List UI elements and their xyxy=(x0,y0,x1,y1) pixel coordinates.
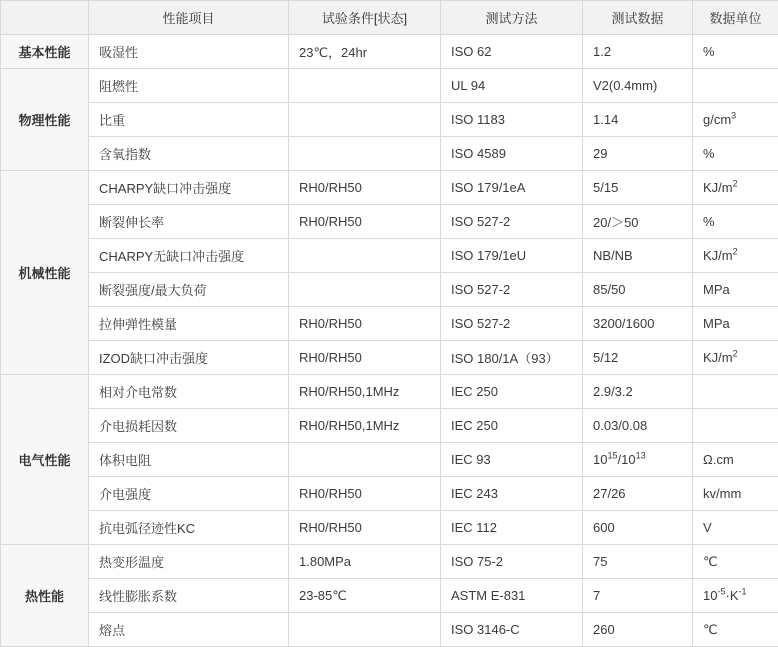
table-row xyxy=(1,137,778,171)
test-method: ISO 179/1eA xyxy=(441,171,583,205)
table-row xyxy=(1,409,778,443)
value-unit: ℃ xyxy=(693,613,778,647)
property-item: 比重 xyxy=(89,103,289,137)
property-item: 断裂伸长率 xyxy=(89,205,289,239)
test-method: ISO 527-2 xyxy=(441,205,583,239)
value-unit: V xyxy=(693,511,778,545)
table-row xyxy=(1,103,778,137)
test-value: 75 xyxy=(583,545,693,579)
test-value: NB/NB xyxy=(583,239,693,273)
value-unit: $KJ/m^2$ xyxy=(693,341,778,375)
table-row xyxy=(1,545,778,579)
property-item: 体积电阻 xyxy=(89,443,289,477)
table-row xyxy=(1,273,778,307)
test-method: UL 94 xyxy=(441,69,583,103)
test-value: 3200/1600 xyxy=(583,307,693,341)
property-item: 拉伸弹性模量 xyxy=(89,307,289,341)
property-item: 吸湿性 xyxy=(89,35,289,69)
test-value: V2(0.4mm) xyxy=(583,69,693,103)
test-condition: RH0/RH50 xyxy=(289,205,441,239)
test-value: 1.14 xyxy=(583,103,693,137)
table-row xyxy=(1,171,778,205)
value-unit: $KJ/m^2$ xyxy=(693,171,778,205)
header-item: 性能项目 xyxy=(89,1,289,35)
test-value: 2.9/3.2 xyxy=(583,375,693,409)
test-method: ISO 180/1A（93） xyxy=(441,341,583,375)
test-method: IEC 250 xyxy=(441,375,583,409)
property-item: 抗电弧径迹性KC xyxy=(89,511,289,545)
value-unit: $KJ/m^2$ xyxy=(693,239,778,273)
test-method: ISO 3146-C xyxy=(441,613,583,647)
test-value: 85/50 xyxy=(583,273,693,307)
property-item: 阻燃性 xyxy=(89,69,289,103)
test-condition xyxy=(289,239,441,273)
test-condition: 23-85℃ xyxy=(289,579,441,613)
test-condition: RH0/RH50 xyxy=(289,477,441,511)
table-row xyxy=(1,205,778,239)
table-row xyxy=(1,239,778,273)
test-method: ISO 4589 xyxy=(441,137,583,171)
value-unit xyxy=(693,69,778,103)
header-group xyxy=(1,1,89,35)
group-label: 物理性能 xyxy=(1,69,89,171)
group-label: 机械性能 xyxy=(1,171,89,375)
table-row xyxy=(1,341,778,375)
test-method: IEC 93 xyxy=(441,443,583,477)
test-value: 1.2 xyxy=(583,35,693,69)
table-row xyxy=(1,477,778,511)
test-value: $10^{15}/10^{13}$ xyxy=(583,443,693,477)
table-header xyxy=(1,1,778,35)
table-header-row xyxy=(1,1,778,35)
property-item: IZOD缺口冲击强度 xyxy=(89,341,289,375)
property-item: CHARPY缺口冲击强度 xyxy=(89,171,289,205)
test-condition xyxy=(289,273,441,307)
test-method: ISO 1183 xyxy=(441,103,583,137)
value-unit: MPa xyxy=(693,273,778,307)
value-unit: $10^{-5}\cdot K^{-1}$ xyxy=(693,579,778,613)
property-item: 断裂强度/最大负荷 xyxy=(89,273,289,307)
property-item: 相对介电常数 xyxy=(89,375,289,409)
test-method: IEC 112 xyxy=(441,511,583,545)
table-row xyxy=(1,375,778,409)
test-value: 260 xyxy=(583,613,693,647)
test-condition: RH0/RH50,1MHz xyxy=(289,409,441,443)
test-value: 27/26 xyxy=(583,477,693,511)
test-value: 29 xyxy=(583,137,693,171)
test-condition xyxy=(289,613,441,647)
table-row xyxy=(1,443,778,477)
header-method: 测试方法 xyxy=(441,1,583,35)
value-unit: % xyxy=(693,35,778,69)
table-row xyxy=(1,579,778,613)
test-condition: RH0/RH50 xyxy=(289,171,441,205)
test-value: 0.03/0.08 xyxy=(583,409,693,443)
test-value: 5/15 xyxy=(583,171,693,205)
test-method: IEC 243 xyxy=(441,477,583,511)
test-method: ISO 179/1eU xyxy=(441,239,583,273)
test-condition: RH0/RH50 xyxy=(289,341,441,375)
test-method: ISO 527-2 xyxy=(441,307,583,341)
test-method: ASTM E-831 xyxy=(441,579,583,613)
test-value: 7 xyxy=(583,579,693,613)
test-value: 20/＞50 xyxy=(583,205,693,239)
property-item: 介电损耗因数 xyxy=(89,409,289,443)
value-unit: Ω.cm xyxy=(693,443,778,477)
value-unit: % xyxy=(693,205,778,239)
table-row xyxy=(1,511,778,545)
property-item: CHARPY无缺口冲击强度 xyxy=(89,239,289,273)
table-row xyxy=(1,307,778,341)
value-unit: kv/mm xyxy=(693,477,778,511)
test-value: 5/12 xyxy=(583,341,693,375)
value-unit: % xyxy=(693,137,778,171)
table-row xyxy=(1,69,778,103)
property-item: 介电强度 xyxy=(89,477,289,511)
value-unit: MPa xyxy=(693,307,778,341)
group-label: 热性能 xyxy=(1,545,89,647)
header-value: 测试数据 xyxy=(583,1,693,35)
group-label: 基本性能 xyxy=(1,35,89,69)
property-item: 熔点 xyxy=(89,613,289,647)
header-unit: 数据单位 xyxy=(693,1,778,35)
test-condition xyxy=(289,137,441,171)
test-method: ISO 62 xyxy=(441,35,583,69)
test-condition: 23℃，24hr xyxy=(289,35,441,69)
table-row xyxy=(1,35,778,69)
table-row xyxy=(1,613,778,647)
test-condition: RH0/RH50 xyxy=(289,511,441,545)
test-value: 600 xyxy=(583,511,693,545)
test-condition: 1.80MPa xyxy=(289,545,441,579)
header-condition: 试验条件[状态] xyxy=(289,1,441,35)
value-unit xyxy=(693,375,778,409)
test-condition xyxy=(289,69,441,103)
test-method: ISO 527-2 xyxy=(441,273,583,307)
test-condition xyxy=(289,103,441,137)
test-condition: RH0/RH50 xyxy=(289,307,441,341)
group-label: 电气性能 xyxy=(1,375,89,545)
test-method: IEC 250 xyxy=(441,409,583,443)
value-unit xyxy=(693,409,778,443)
property-item: 线性膨胀系数 xyxy=(89,579,289,613)
property-item: 含氧指数 xyxy=(89,137,289,171)
value-unit: $g/cm^3$ xyxy=(693,103,778,137)
property-item: 热变形温度 xyxy=(89,545,289,579)
test-condition: RH0/RH50,1MHz xyxy=(289,375,441,409)
table-body xyxy=(1,35,778,647)
value-unit: ℃ xyxy=(693,545,778,579)
test-method: ISO 75-2 xyxy=(441,545,583,579)
test-condition xyxy=(289,443,441,477)
